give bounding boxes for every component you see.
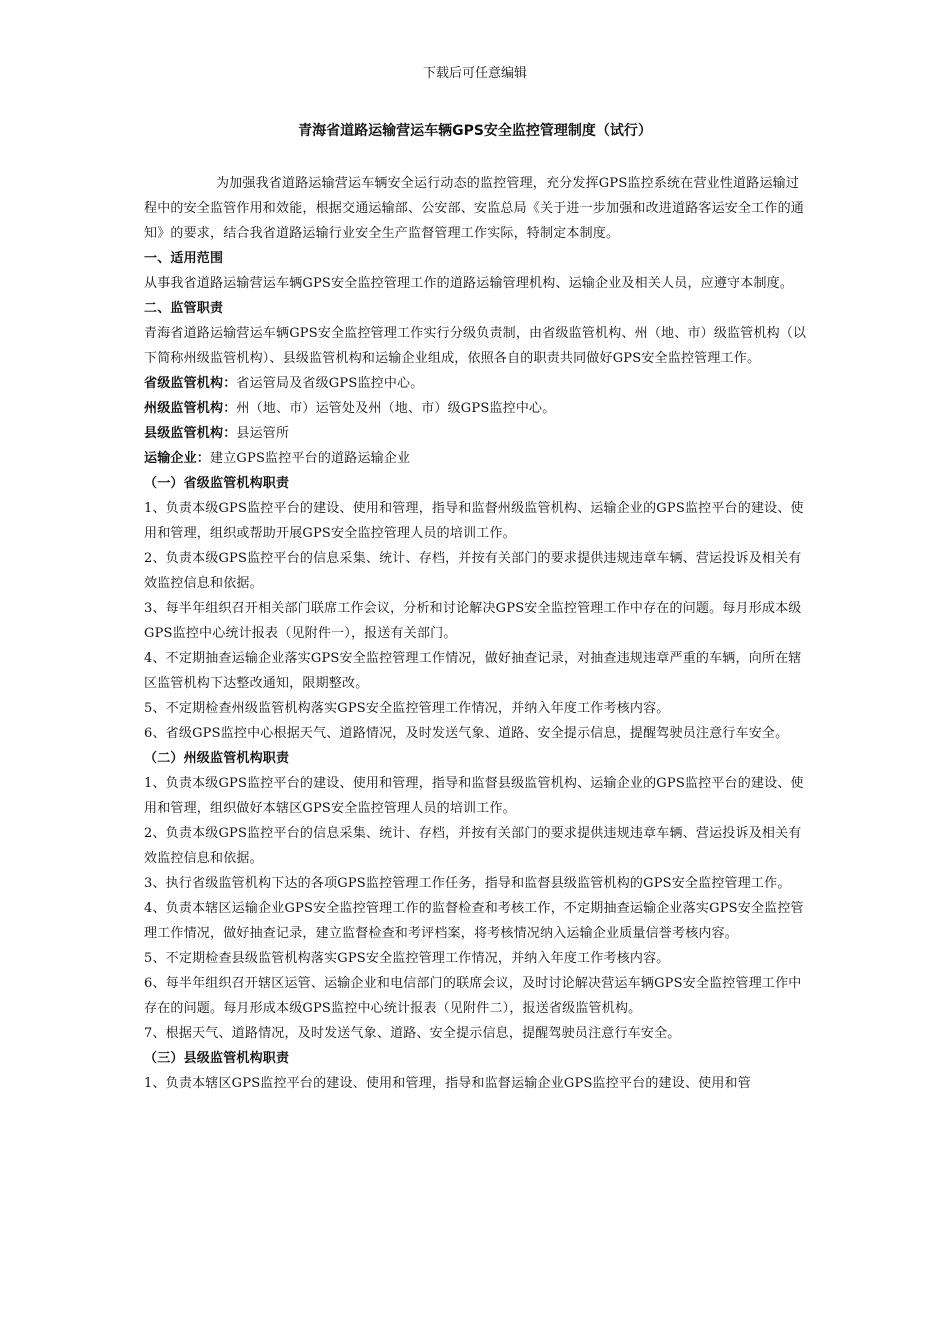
definition-line	[144, 396, 812, 421]
section-heading: 二、监管职责	[144, 301, 224, 316]
definition-line	[144, 446, 812, 471]
definition-label: 州级监管机构：	[144, 401, 237, 416]
list-item: 5、不定期检查州级监管机构落实GPS安全监控管理工作情况，并纳入年度工作考核内容。	[144, 701, 670, 716]
definition-text: 州（地、市）运管处及州（地、市）级GPS监控中心。	[236, 401, 556, 416]
list-item: 1、负责本级GPS监控平台的建设、使用和管理，指导和监督州级监管机构、运输企业的GPS监控平台的建设、使用和管理，组织或帮助开展GPS安全监控管理人员的培训工作。	[144, 501, 804, 541]
list-item: 1、负责本级GPS监控平台的建设、使用和管理，指导和监督县级监管机构、运输企业的GPS监控平台的建设、使用和管理，组织做好本辖区GPS安全监控管理人员的培训工作。	[144, 776, 804, 816]
list-item: 2、负责本级GPS监控平台的信息采集、统计、存档，并按有关部门的要求提供违规违章车辆、营运投诉及相关有效监控信息和依据。	[144, 551, 802, 591]
definition-label: 县级监管机构：	[144, 426, 237, 441]
list-item: 6、省级GPS监控中心根据天气、道路情况，及时发送气象、道路、安全提示信息，提醒驾驶员注意行车安全。	[144, 726, 789, 741]
definition-text: 建立GPS监控平台的道路运输企业	[210, 451, 411, 466]
header-note: 下载后可任意编辑	[422, 66, 527, 81]
definition-text: 省运管局及省级GPS监控中心。	[236, 376, 424, 391]
definition-line	[144, 371, 812, 396]
subsection-heading: （二）州级监管机构职责	[144, 751, 290, 766]
list-item: 5、不定期检查县级监管机构落实GPS安全监控管理工作情况，并纳入年度工作考核内容。	[144, 951, 670, 966]
list-item: 6、每半年组织召开辖区运管、运输企业和电信部门的联席会议，及时讨论解决营运车辆GPS安全监控管理工作中存在的问题。每月形成本级GPS监控中心统计报表（见附件二），报送省级监管机构。	[144, 976, 802, 1016]
section-heading: 一、适用范围	[144, 251, 224, 266]
list-item: 2、负责本级GPS监控平台的信息采集、统计、存档，并按有关部门的要求提供违规违章车辆、营运投诉及相关有效监控信息和依据。	[144, 826, 802, 866]
subsection-heading: （一）省级监管机构职责	[144, 476, 290, 491]
list-item: 3、每半年组织召开相关部门联席工作会议，分析和讨论解决GPS安全监控管理工作中存在的问题。每月形成本级GPS监控中心统计报表（见附件一），报送有关部门。	[144, 601, 802, 641]
intro-paragraph: 为加强我省道路运输营运车辆安全运行动态的监控管理，充分发挥GPS监控系统在营业性道路运输过程中的安全监管作用和效能，根据交通运输部、公安部、安监总局《关于进一步加强和改进道路客运安全工作的通知》的要求，结合我省道路运输行业安全生产监督管理工作实际，特制定本制度。	[144, 176, 805, 241]
list-item: 7、根据天气、道路情况，及时发送气象、道路、安全提示信息，提醒驾驶员注意行车安全。	[144, 1026, 681, 1041]
document-body	[144, 171, 812, 1096]
document-title: 青海省道路运输营运车辆GPS安全监控管理制度（试行）	[298, 123, 652, 139]
subsection-heading: （三）县级监管机构职责	[144, 1051, 290, 1066]
definition-label: 运输企业：	[144, 451, 211, 466]
definition-line	[144, 421, 812, 446]
list-item: 3、执行省级监管机构下达的各项GPS监控管理工作任务，指导和监督县级监管机构的GPS安全监控管理工作。	[144, 876, 791, 891]
list-item: 4、不定期抽查运输企业落实GPS安全监控管理工作情况，做好抽查记录，对抽查违规违章严重的车辆，向所在辖区监管机构下达整改通知，限期整改。	[144, 651, 802, 691]
paragraph: 青海省道路运输营运车辆GPS安全监控管理工作实行分级负责制，由省级监管机构、州（地、市）级监管机构（以下简称州级监管机构）、县级监管机构和运输企业组成，依照各自的职责共同做好GPS安全监控管理工作。	[144, 326, 807, 366]
list-item: 4、负责本辖区运输企业GPS安全监控管理工作的监督检查和考核工作，不定期抽查运输企业落实GPS安全监控管理工作情况，做好抽查记录，建立监督检查和考评档案，将考核情况纳入运输企业质量信誉考核内容。	[144, 901, 804, 941]
paragraph: 从事我省道路运输营运车辆GPS安全监控管理工作的道路运输管理机构、运输企业及相关人员，应遵守本制度。	[144, 276, 794, 291]
list-item: 1、负责本辖区GPS监控平台的建设、使用和管理，指导和监督运输企业GPS监控平台的建设、使用和管	[144, 1076, 751, 1091]
definition-text: 县运管所	[236, 426, 290, 441]
definition-label: 省级监管机构：	[144, 376, 237, 391]
